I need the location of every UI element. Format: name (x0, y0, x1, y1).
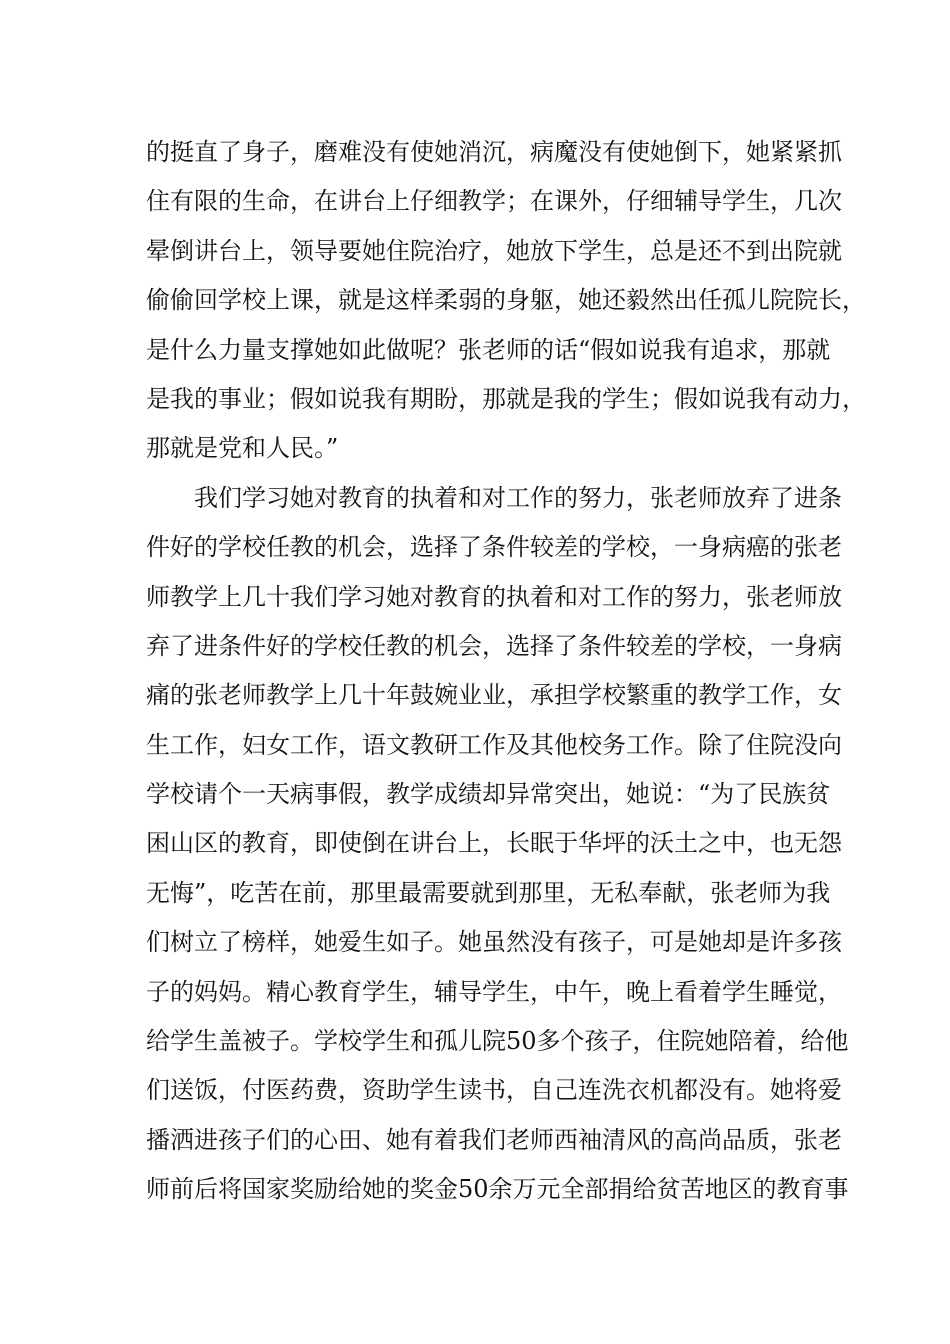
text-line: 弃了进条件好的学校任教的机会，选择了条件较差的学校，一身病 (146, 631, 842, 660)
text-line: 是什么力量支撑她如此做呢？张老师的话“假如说我有追求，那就 (146, 335, 831, 364)
text-line: 生工作，妇女工作，语文教研工作及其他校务工作。除了住院没向 (146, 730, 842, 759)
text-line: 学校请个一天病事假，教学成绩却异常突出，她说：“为了民族贫 (146, 780, 831, 809)
text-line: 困山区的教育，即使倒在讲台上，长眠于华坪的沃土之中，也无怨 (146, 829, 842, 858)
text-line: 给学生盖被子。学校学生和孤儿院50多个孩子，住院她陪着，给他 (146, 1027, 849, 1056)
text-line: 住有限的生命，在讲台上仔细教学；在课外，仔细辅导学生，几次 (146, 187, 842, 216)
text-line: 我们学习她对教育的执着和对工作的努力，张老师放弃了进条 (194, 483, 842, 512)
text-line: 师前后将国家奖励给她的奖金50余万元全部捐给贫苦地区的教育事 (146, 1175, 849, 1204)
text-line: 件好的学校任教的机会，选择了条件较差的学校，一身病癌的张老 (146, 533, 842, 562)
text-line: 的挺直了身子，磨难没有使她消沉，病魔没有使她倒下，她紧紧抓 (146, 138, 842, 166)
text-line: 无悔”，吃苦在前，那里最需要就到那里，无私奉献，张老师为我 (146, 878, 831, 907)
text-line: 晕倒讲台上，领导要她住院治疗，她放下学生，总是还不到出院就 (146, 236, 842, 265)
text-line: 偷偷回学校上课，就是这样柔弱的身躯，她还毅然出任孤儿院院长， (146, 286, 866, 315)
text-line: 是我的事业；假如说我有期盼，那就是我的学生；假如说我有动力， (146, 384, 866, 413)
text-line: 们树立了榜样，她爱生如子。她虽然没有孩子，可是她却是许多孩 (146, 928, 842, 957)
text-line: 子的妈妈。精心教育学生，辅导学生，中午，晚上看着学生睡觉， (146, 977, 842, 1006)
text-line: 们送饭，付医药费，资助学生读书，自己连洗衣机都没有。她将爱 (146, 1076, 842, 1105)
text-line: 师教学上几十我们学习她对教育的执着和对工作的努力，张老师放 (146, 582, 842, 611)
text-line: 痛的张老师教学上几十年鼓婉业业，承担学校繁重的教学工作，女 (146, 681, 842, 710)
text-line: 播洒进孩子们的心田、她有着我们老师西袖清风的高尚品质，张老 (146, 1125, 842, 1154)
text-line: 那就是党和人民。” (146, 434, 339, 463)
body-text (146, 128, 866, 1215)
